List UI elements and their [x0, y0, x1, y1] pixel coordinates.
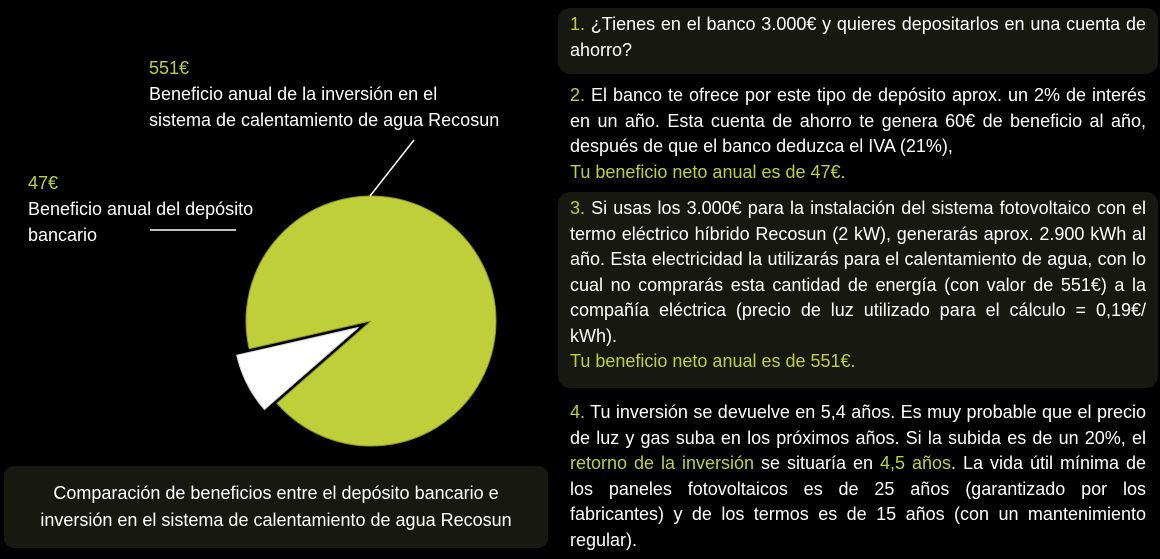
point-4-number: 4. [570, 402, 586, 422]
point-2-number: 2. [570, 85, 586, 105]
label-deposit [28, 170, 253, 248]
point-1-text: ¿Tienes en el banco 3.000€ y quieres depositarlos en una cuenta de ahorro? [570, 14, 1146, 60]
leader-line-recosun [370, 140, 414, 196]
point-3-box [558, 192, 1158, 388]
point-2-box [558, 79, 1158, 185]
point-3-number: 3. [570, 198, 586, 218]
point-2-text: El banco te ofrece por este tipo de depósito aprox. un 2% de interés en un año. Esta cuenta de ahorro te genera 60€ de beneficio al año, después de que el banco deduzca el IVA (21%), [570, 85, 1146, 156]
label-deposit-value: 47€ [28, 173, 59, 193]
caption-line2: inversión en el sistema de calentamiento de agua Recosun [40, 510, 512, 530]
point-4-text-a: Tu inversión se devuelve en 5,4 años. Es muy probable que el precio de luz y gas suba en los próximos años. Si la subida es de un 20%, el [570, 402, 1146, 448]
label-deposit-line2: bancario [28, 225, 98, 245]
chart-caption [4, 466, 548, 548]
point-1-number: 1. [570, 14, 586, 34]
caption-line1: Comparación de beneficios entre el depósito bancario e [53, 483, 499, 503]
label-recosun-line2: sistema de calentamiento de agua Recosun [149, 110, 500, 130]
point-2-result: Tu beneficio neto anual es de 47€. [570, 161, 846, 182]
label-recosun [149, 55, 499, 133]
point-3-result: Tu beneficio neto anual es de 551€. [570, 351, 856, 371]
point-4-highlight-return: retorno de la inversión [570, 453, 755, 473]
point-4-box [558, 396, 1158, 553]
pie-slice-recosun [246, 196, 496, 446]
label-recosun-line1: Beneficio anual de la inversión en el [149, 84, 438, 104]
point-1-box [558, 8, 1158, 74]
point-4-text-c: . La vida útil mínima de los paneles fotovoltaicos es de 25 años (garantizado por los fabricantes) y de los termos es de 15 años (con un mantenimiento regular). [570, 453, 1146, 550]
label-recosun-value: 551€ [149, 58, 190, 78]
point-3-text: Si usas los 3.000€ para la instalación del sistema fotovoltaico con el termo eléctrico híbrido Recosun (2 kW), generarás aprox. 2.900 kWh al año. Esta electricidad la utilizarás para el calentamiento de agua, con lo cual no comprarás esta cantidad de energía (con valor de 551€) a la compañía eléctrica (precio de luz utilizado para el cálculo = 0,19€/ kWh). [570, 198, 1146, 346]
point-4-text-b: se situaría en [761, 453, 874, 473]
label-deposit-line1: Beneficio anual del depósito [28, 199, 254, 219]
point-4-highlight-years: 4,5 años [880, 453, 952, 473]
